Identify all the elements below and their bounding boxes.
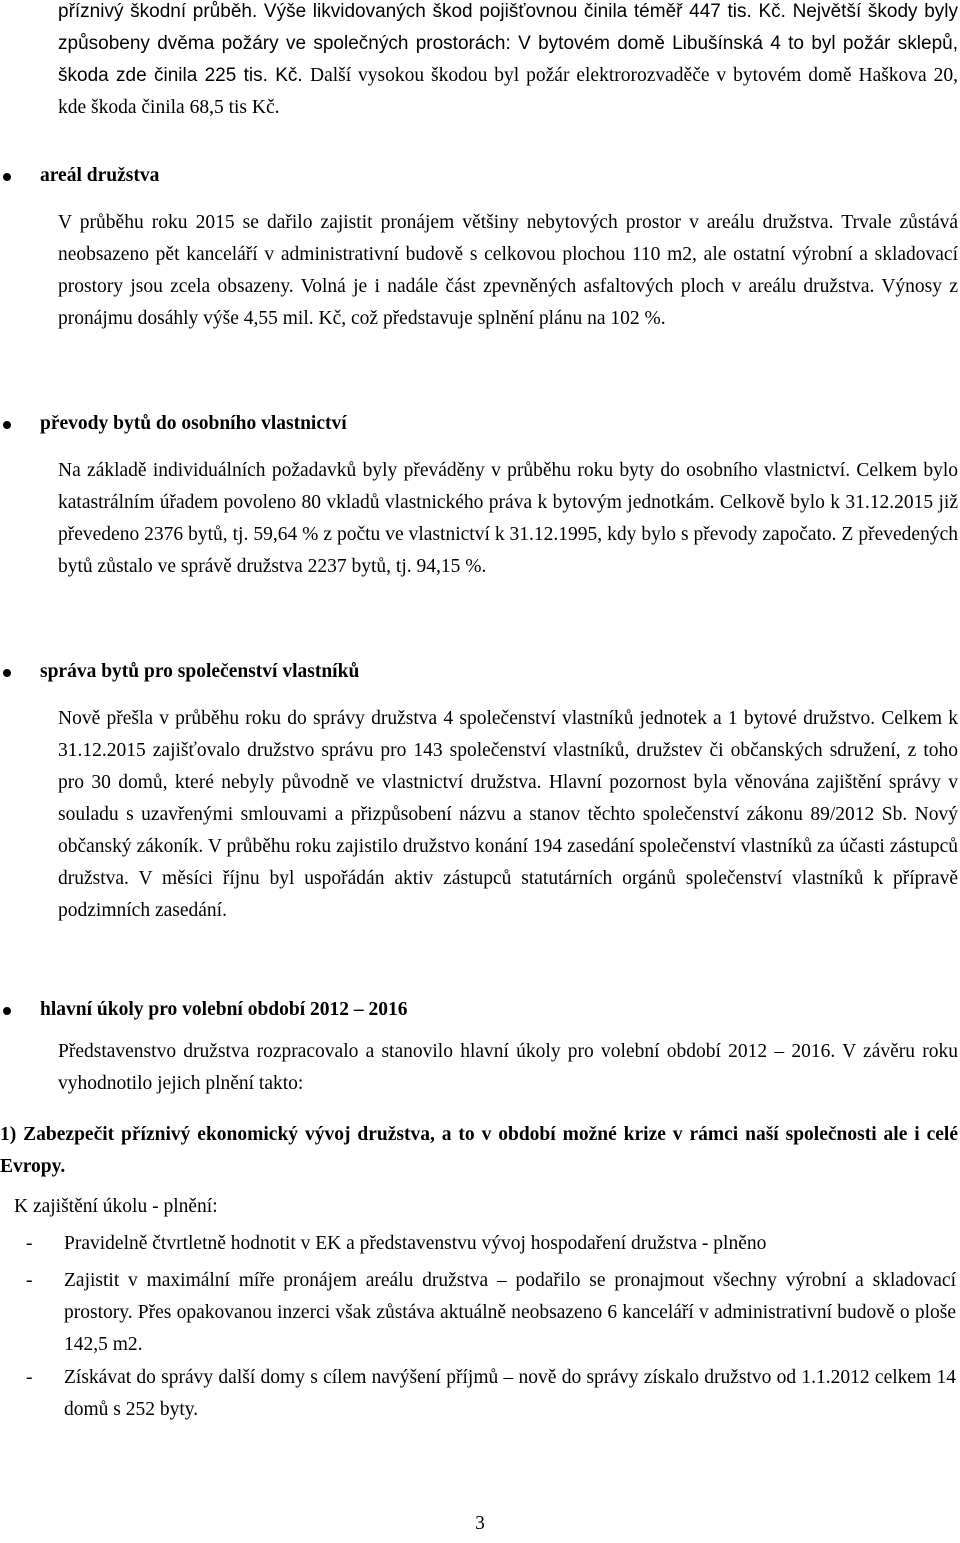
intro-text-1: příznivý škodní průběh. Výše likvidovaných škod pojišťovnou činila téměř 447 tis. Kč. Největší škody byly způsobeny dvěma požáry ve společných prostorách: V bytovém domě Libušínská 4 to byl požár sklepů, škoda zde činila 225 tis. Kč. bbox=[58, 1, 958, 86]
task-1-item-text: Zajistit v maximální míře pronájem areálu družstva – podařilo se pronajmout všechny výrobní a skladovací prostory. Přes opakovanou inzerci však zůstáva aktuálně neobsazeno 6 kanceláří v administrativní budově o ploše 142,5 m2. bbox=[64, 1270, 956, 1355]
task-1-heading: 1) Zabezpečit příznivý ekonomický vývoj družstva, a to v období možné krize v rámci naší společnosti ale i celé Evropy. bbox=[0, 1124, 958, 1177]
section-heading: převody bytů do osobního vlastnictví bbox=[40, 413, 347, 434]
section-heading: areál družstva bbox=[40, 165, 160, 186]
intro-text-2: Další vysokou škodou byl požár elektrorozvaděče v bytovém domě Haškova 20, kde škoda činila 68,5 tis Kč. bbox=[58, 65, 959, 118]
task-1-subheading: K zajištění úkolu - plnění: bbox=[14, 1196, 218, 1217]
section-areal-text: V průběhu roku 2015 se dařilo zajistit pronájem většiny nebytových prostor v areálu družstva. Trvale zůstává neobsazeno pět kanceláří v administrativní budově s celkovou plochou 110 m2, ale ostatní výrobní a skladovací prostory jsou zcela obsazeny. Volná je i nadále část zpevněných asfaltových ploch v areálu družstva. Výnosy z pronájmu dosáhly výše 4,55 mil. Kč, což představuje splnění plánu na 102 %. bbox=[58, 212, 958, 329]
section-prevody-heading-row bbox=[0, 408, 960, 440]
bullet-icon bbox=[3, 421, 11, 429]
section-sprava-heading-row bbox=[0, 656, 960, 688]
section-heading: hlavní úkoly pro volební období 2012 – 2016 bbox=[40, 999, 408, 1020]
section-ukoly-heading-row bbox=[0, 994, 960, 1026]
section-heading: správa bytů pro společenství vlastníků bbox=[40, 661, 360, 682]
section-ukoly-text: Představenstvo družstva rozpracovalo a stanovilo hlavní úkoly pro volební období 2012 – 2016. V závěru roku vyhodnotilo jejich plnění takto: bbox=[58, 1041, 958, 1094]
section-areal-heading-row bbox=[0, 160, 960, 192]
section-prevody-text: Na základě individuálních požadavků byly převáděny v průběhu roku byty do osobního vlastnictví. Celkem bylo katastrálním úřadem povoleno 80 vkladů vlastnického práva k bytovým jednotkám. Celkově bylo k 31.12.2015 již převedeno 2376 bytů, tj. 59,64 % z počtu ve vlastnictví k 31.12.1995, kdy bylo s převody započato. Z převedených bytů zůstalo ve správě družstva 2237 bytů, tj. 94,15 %. bbox=[58, 460, 958, 577]
dash-marker: - bbox=[26, 1367, 33, 1388]
dash-marker: - bbox=[26, 1233, 33, 1254]
section-sprava-text: Nově přešla v průběhu roku do správy družstva 4 společenství vlastníků jednotek a 1 bytové družstvo. Celkem k 31.12.2015 zajišťovalo družstvo správu pro 143 společenství vlastníků, družstev či občanských sdružení, z toho pro 30 domů, které nebyly původně ve vlastnictví družstva. Hlavní pozornost byla věnována zajištění správy v souladu s uzavřenými smlouvami a přizpůsobení názvu a stanov těchto společenství zákonu 89/2012 Sb. Nový občanský zákoník. V průběhu roku zajistilo družstvo konání 194 zasedání společenství vlastníků za účasti zástupců družstva. V měsíci říjnu byl uspořádán aktiv zástupců statutárních orgánů společenství vlastníků k přípravě podzimních zasedání. bbox=[58, 708, 958, 921]
task-1-item-text: Získávat do správy další domy s cílem navýšení příjmů – nově do správy získalo družstvo od 1.1.2012 celkem 14 domů s 252 byty. bbox=[64, 1367, 956, 1420]
page-number: 3 bbox=[475, 1513, 485, 1534]
bullet-icon bbox=[3, 669, 11, 677]
bullet-icon bbox=[3, 173, 11, 181]
intro-paragraph bbox=[58, 0, 958, 124]
task-1-item-text: Pravidelně čtvrtletně hodnotit v EK a představenstvu vývoj hospodaření družstva - plněno bbox=[64, 1233, 767, 1254]
dash-marker: - bbox=[26, 1270, 33, 1291]
bullet-icon bbox=[3, 1007, 11, 1015]
